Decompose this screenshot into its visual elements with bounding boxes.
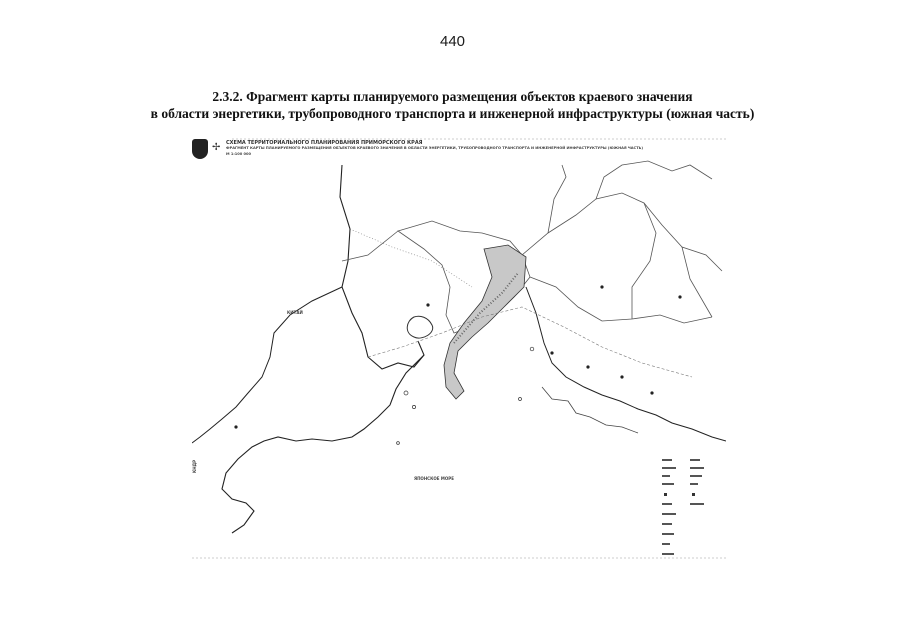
island xyxy=(519,398,522,401)
page-number: 440 xyxy=(439,33,466,50)
map-drawing xyxy=(192,137,726,561)
coastline-west xyxy=(222,355,424,533)
map-legend xyxy=(662,455,722,559)
map-label-china: КИТАЙ xyxy=(287,310,303,315)
island xyxy=(412,405,415,408)
legend-swatch xyxy=(662,533,674,535)
legend-swatch xyxy=(662,513,676,515)
legend-swatch xyxy=(662,523,672,525)
legend-swatch xyxy=(662,553,674,555)
district-boundary-4 xyxy=(530,277,712,323)
island xyxy=(397,442,400,445)
border-south-west xyxy=(192,287,342,443)
coastline-bays xyxy=(542,387,638,433)
north-arrow-icon: ✢ xyxy=(212,142,221,153)
district-boundary-5 xyxy=(596,161,712,199)
legend-swatch xyxy=(690,459,700,461)
map-figure xyxy=(192,137,726,561)
legend-swatch xyxy=(662,467,676,469)
settlement-marker xyxy=(650,391,653,394)
legend-swatch xyxy=(662,483,674,485)
legend-dot xyxy=(664,493,667,496)
map-label-sea: ЯПОНСКОЕ МОРЕ xyxy=(414,476,454,481)
legend-swatch xyxy=(690,475,702,477)
lake-khanka xyxy=(407,316,432,338)
map-header-subtitle: ФРАГМЕНТ КАРТЫ ПЛАНИРУЕМОГО РАЗМЕЩЕНИЯ ОБЪЕКТОВ КРАЕВОГО ЗНАЧЕНИЯ В ОБЛАСТИ ЭНЕРГЕТИКИ, ТРУБОПРОВОДНОГО ТРАНСПОРТА И ИНЖЕНЕРНОЙ ИНФРАСТРУКТУРЫ (ЮЖНАЯ ЧАСТЬ) xyxy=(226,146,644,150)
legend-dot xyxy=(692,493,695,496)
settlement-marker xyxy=(678,295,681,298)
legend-swatch xyxy=(662,503,672,505)
map-scale: М 1:100 000 xyxy=(226,152,252,156)
district-boundary-3 xyxy=(522,193,722,271)
title-line-1: 2.3.2. Фрагмент карты планируемого размещения объектов краевого значения xyxy=(212,89,693,104)
settlement-marker xyxy=(550,351,553,354)
settlement-marker xyxy=(620,375,623,378)
map-label-side: КНДР xyxy=(192,459,197,473)
title-line-2: в области энергетики, трубопроводного транспорта и инженерной инфраструктуры (южная часть) xyxy=(150,106,755,121)
document-title xyxy=(0,88,905,122)
district-boundary-6 xyxy=(632,203,656,319)
district-boundary-7 xyxy=(682,247,712,317)
power-line xyxy=(350,229,472,287)
settlement-marker xyxy=(234,425,237,428)
legend-swatch xyxy=(690,483,698,485)
legend-swatch xyxy=(662,459,672,461)
state-border xyxy=(340,165,424,369)
urban-area xyxy=(444,245,526,399)
island xyxy=(404,391,408,395)
settlement-marker xyxy=(600,285,603,288)
settlement-marker xyxy=(426,303,429,306)
island xyxy=(530,347,534,351)
coastline-east xyxy=(526,287,726,441)
legend-swatch xyxy=(690,503,704,505)
settlement-marker xyxy=(586,365,589,368)
legend-swatch xyxy=(662,475,670,477)
district-boundary-2 xyxy=(342,231,398,261)
map-header-title: СХЕМА ТЕРРИТОРИАЛЬНОГО ПЛАНИРОВАНИЯ ПРИМОРСКОГО КРАЯ xyxy=(226,140,423,146)
legend-swatch xyxy=(662,543,670,545)
legend-swatch xyxy=(690,467,704,469)
